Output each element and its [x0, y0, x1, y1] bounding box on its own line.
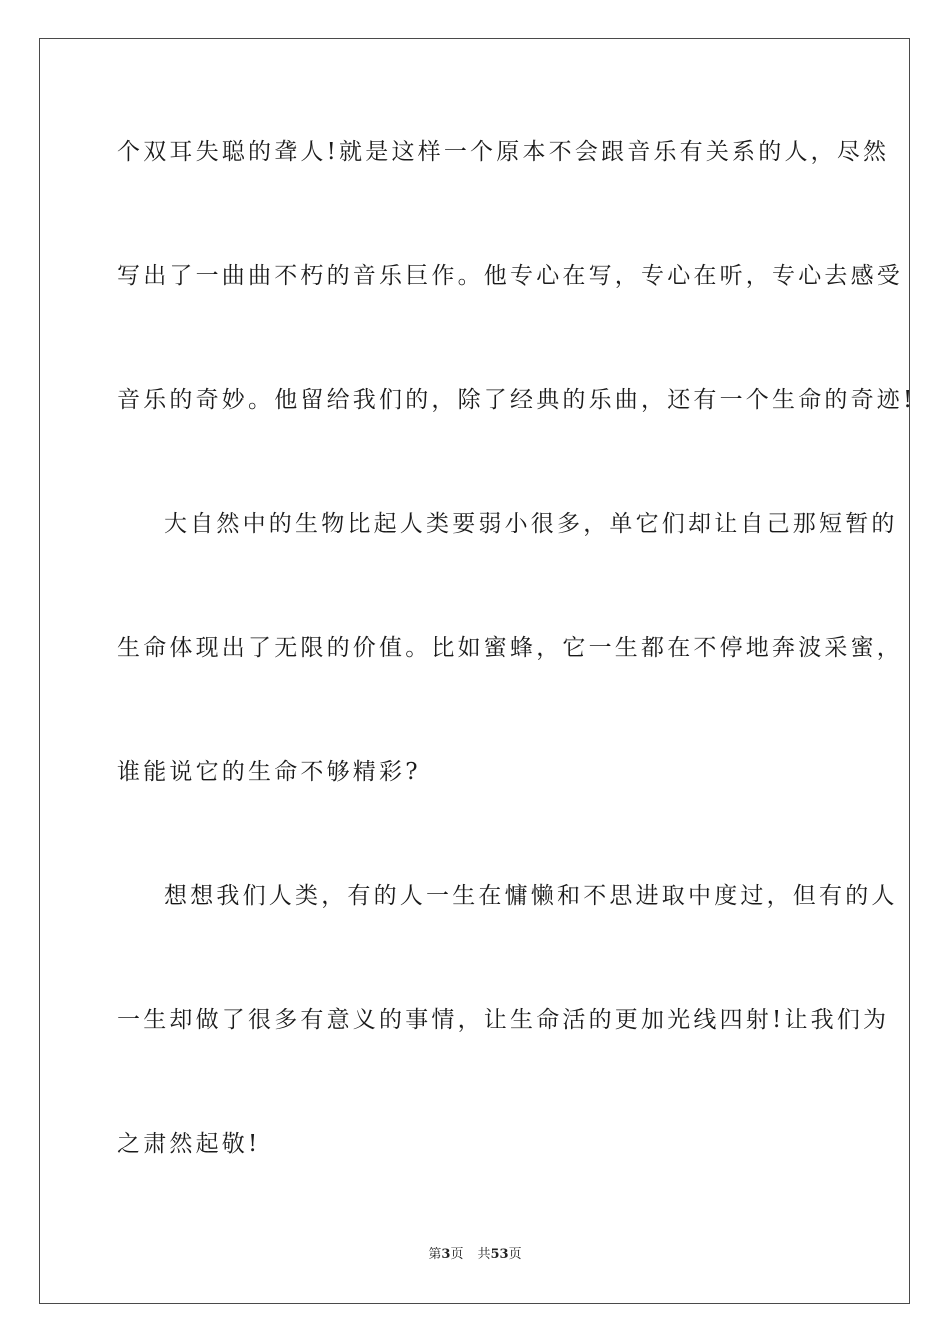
- total-pages: 53: [490, 1247, 509, 1262]
- page-border: [39, 38, 910, 1304]
- text-line: 生命体现出了无限的价值。比如蜜蜂，它一生都在不停地奔波采蜜，: [117, 635, 903, 661]
- text-line: 想想我们人类，有的人一生在慵懒和不思进取中度过，但有的人: [164, 883, 898, 909]
- text-line: 写出了一曲曲不朽的音乐巨作。他专心在写，专心在听，专心去感受: [117, 263, 903, 289]
- text-line: 个双耳失聪的聋人!就是这样一个原本不会跟音乐有关系的人，尽然: [117, 139, 890, 165]
- total-prefix: 共: [477, 1247, 491, 1262]
- text-line: 音乐的奇妙。他留给我们的，除了经典的乐曲，还有一个生命的奇迹!: [117, 387, 916, 413]
- text-line: 谁能说它的生命不够精彩?: [117, 759, 421, 785]
- text-line: 一生却做了很多有意义的事情，让生命活的更加光线四射!让我们为: [117, 1007, 890, 1033]
- text-line: 之肃然起敬!: [117, 1131, 261, 1157]
- total-suffix: 页: [508, 1247, 522, 1262]
- page-number: 3: [441, 1247, 451, 1262]
- page-suffix: 页: [450, 1247, 464, 1262]
- page-footer: [0, 1246, 950, 1264]
- page-prefix: 第: [428, 1247, 442, 1262]
- text-line: 大自然中的生物比起人类要弱小很多，单它们却让自己那短暂的: [164, 511, 898, 537]
